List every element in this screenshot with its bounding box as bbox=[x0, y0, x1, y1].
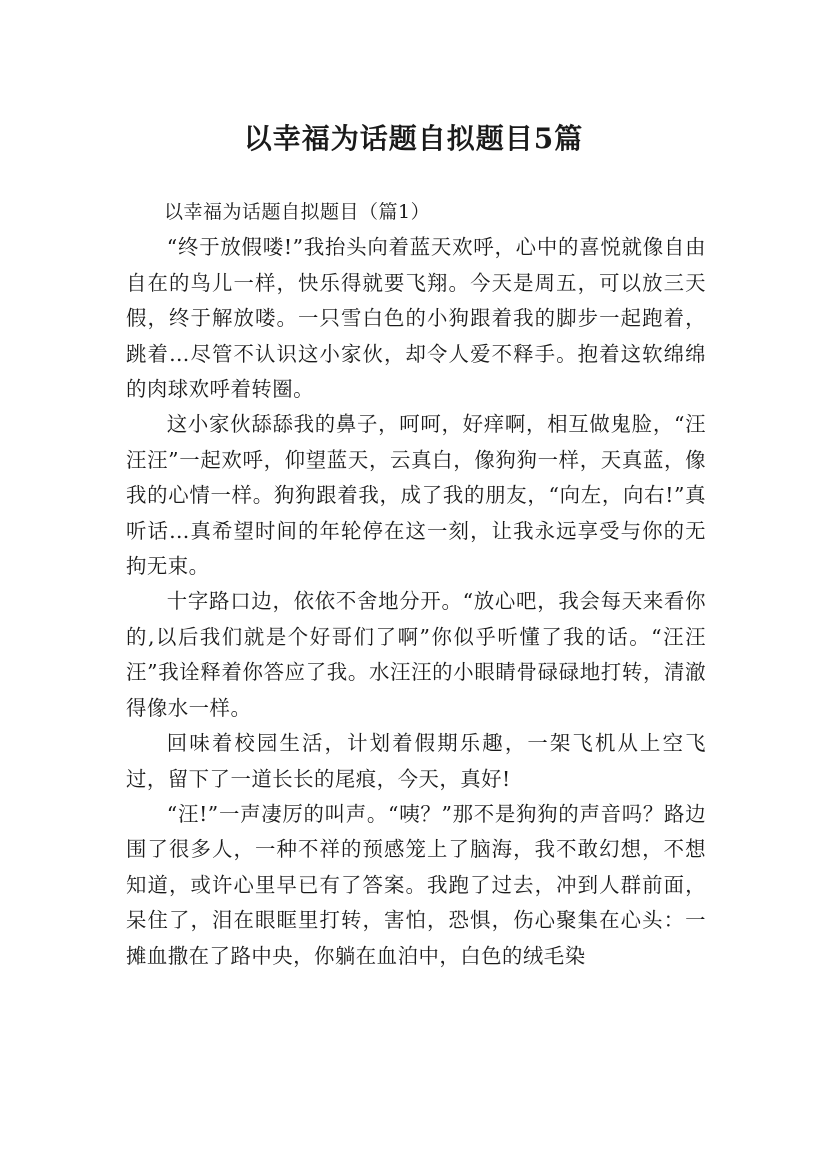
paragraph: 回味着校园生活，计划着假期乐趣，一架飞机从上空飞过，留下了一道长长的尾痕，今天，真好! bbox=[126, 731, 706, 791]
section-subtitle: 以幸福为话题自拟题目（篇1） bbox=[164, 201, 431, 223]
document-body bbox=[126, 195, 706, 974]
paragraph: “汪!”一声凄厉的叫声。“咦？”那不是狗狗的声音吗？路边围了很多人，一种不祥的预感笼上了脑海，我不敢幻想，不想知道，或许心里早已有了答案。我跑了过去，冲到人群前面，呆住了，泪在眼眶里打转，害怕，恐惧，伤心聚集在心头：一摊血撒在了路中央，你躺在血泊中，白色的绒毛染 bbox=[126, 801, 706, 968]
document-title: 以幸福为话题自拟题目5篇 bbox=[243, 121, 584, 155]
paragraph: 这小家伙舔舔我的鼻子，呵呵，好痒啊，相互做鬼脸，“汪汪汪”一起欢呼，仰望蓝天，云真白，像狗狗一样，天真蓝，像我的心情一样。狗狗跟着我，成了我的朋友，“向左，向右!”真听话…真希望时间的年轮停在这一刻，让我永远享受与你的无拘无束。 bbox=[126, 412, 706, 579]
paragraph: 十字路口边，依依不舍地分开。“放心吧，我会每天来看你的,以后我们就是个好哥们了啊”你似乎听懂了我的话。“汪汪汪”我诠释着你答应了我。水汪汪的小眼睛骨碌碌地打转，清澈得像水一样。 bbox=[126, 589, 706, 720]
paragraph: “终于放假喽!”我抬头向着蓝天欢呼，心中的喜悦就像自由自在的鸟儿一样，快乐得就要飞翔。今天是周五，可以放三天假，终于解放喽。一只雪白色的小狗跟着我的脚步一起跑着，跳着…尽管不认识这小家伙，却令人爱不释手。抱着这软绵绵的肉球欢呼着转圈。 bbox=[126, 235, 706, 402]
